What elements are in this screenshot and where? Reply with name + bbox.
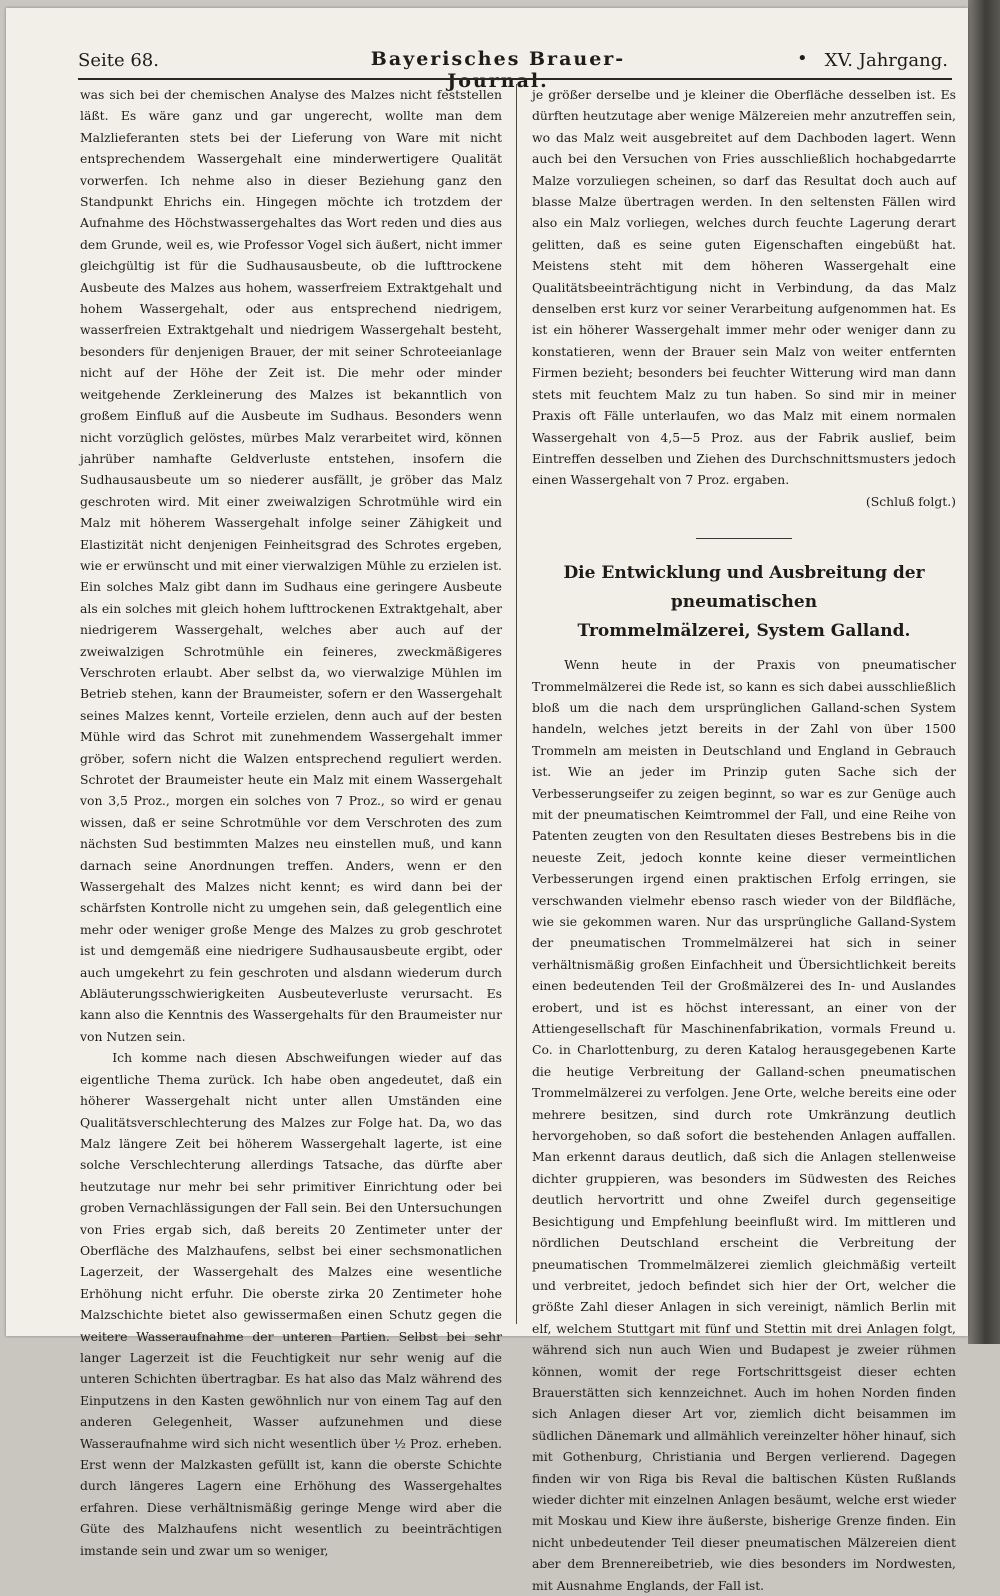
article-title <box>532 559 956 646</box>
page-header <box>78 48 948 92</box>
right-paragraph-2: Wenn heute in der Praxis von pneumatischer Trommelmälzerei die Rede ist, so kann es sich dabei ausschließlich bloß um die nach dem ursprünglichen Galland-schen System handeln, welches jetzt bereits in der Zahl von über 1500 Trommeln am meisten in Deutschland und England in Gebrauch ist. Wie an jeder im Prinzip guten Sache sich der Verbesserungseifer zu zeigen beginnt, so war es zur Genüge auch mit der pneumatischen Keimtrommel der Fall, und eine Reihe von Patenten zeugten von den Resultaten dieses Bestrebens bis in die neueste Zeit, jedoch konnte keine dieser vermeintlichen Verbesserungen irgend einen praktischen Erfolg erringen, sie verschwanden vielmehr ebenso rasch wieder von der Bildfläche, wie sie gekommen waren. Nur das ursprüngliche Galland-System der pneumatischen Trommelmälzerei hat sich in seiner verhältnismäßig großen Einfachheit und Übersichtlichkeit bereits einen bedeutenden Teil der Großmälzerei des In- und Auslandes erobert, und ist es höchst interessant, an einer von der Attiengesellschaft für Maschinenfabrikation, vormals Freund u. Co. in Charlottenburg, zu deren Katalog herausgegebenen Karte die heutige Verbreitung der Galland-schen pneumatischen Trommelmälzerei zu verfolgen. Jene Orte, welche bereits eine oder mehrere besitzen, sind durch rote Umkränzung deutlich hervorgehoben, so daß sofort die bestehenden Anlagen auffallen. Man erkennt daraus deutlich, daß sich die Anlagen stellenweise dichter gruppieren, was besonders im Südwesten des Reiches deutlich hervortritt und ohne Zweifel durch gegenseitige Besichtigung und Empfehlung beeinflußt wird. Im mittleren und nördlichen Deutschland erscheint die Verbreitung der pneumatischen Trommelmälzerei ziemlich gleichmäßig verteilt und verbreitet, jedoch befindet sich hier der Ort, welcher die größte Zahl dieser Anlagen in sich vereinigt, nämlich Berlin mit elf, welchem Stuttgart mit fünf und Stettin mit drei Anlagen folgt, während sich nun auch Wien und Budapest je zweier rühmen können, womit der rege Fortschrittsgeist dieser echten Brauerstätten sich kennzeichnet. Auch im hohen Norden finden sich Anlagen dieser Art vor, ziemlich dicht beisammen im südlichen Dänemark und allmählich vereinzelter höher hinauf, sich mit Gothenburg, Christiania und Bergen verlierend. Dagegen finden wir von Riga bis Reval die baltischen Küsten Rußlands wieder dichter mit einzelnen Anlagen besäumt, welche erst wieder mit Moskau und Kiew ihre äußerste, bisherige Grenze finden. Ein nicht unbedeutender Teil dieser pneumatischen Mälzereien dient aber dem Brennereibetrieb, wie dies besonders im Nordwesten, mit Ausnahme Englands, der Fall ist. <box>532 657 956 1593</box>
header-dot: • <box>797 48 808 69</box>
right-paragraph-1: je größer derselbe und je kleiner die Oberfläche desselben ist. Es dürften heutzutage aber wenige Mälzereien mehr anzutreffen sein, wo das Malz weit ausgebreitet auf dem Dachboden lagert. Wenn auch bei den Versuchen von Fries ausschließlich hochabgedarrte Malze vorzuliegen scheinen, so darf das Resultat doch auch auf blasse Malze übertragen werden. In den seltensten Fällen wird also ein Malz vorliegen, welches durch feuchte Lagerung derart gelitten, daß es seine guten Eigenschaften eingebüßt hat. Meistens steht mit dem höheren Wassergehalt eine Qualitätsbeeinträchtigung nicht in Verbindung, da das Malz denselben erst kurz vor seiner Verarbeitung aufgenommen hat. Es ist ein höherer Wassergehalt immer mehr oder weniger dann zu konstatieren, wenn der Brauer sein Malz von weiter entfernten Firmen bezieht; besonders bei feuchter Witterung wird man dann stets mit feuchtem Malz zu tun haben. So sind mir in meiner Praxis oft Fälle unterlaufen, wo das Malz mit einem normalen Wassergehalt von 4,5—5 Proz. aus der Fabrik auslief, beim Eintreffen desselben und Ziehen des Durchschnittsmusters jedoch einen Wassergehalt von 7 Proz. ergaben. <box>532 87 956 488</box>
article-separator <box>696 538 792 539</box>
journal-title: Bayerisches Brauer-Journal. <box>370 48 626 92</box>
article-title-line-1: Die Entwicklung und Ausbreitung der pneumatischen <box>563 563 925 613</box>
page-number: Seite 68. <box>78 50 159 71</box>
book-binding-edge <box>968 0 1000 1344</box>
left-paragraph-2: Ich komme nach diesen Abschweifungen wieder auf das eigentliche Thema zurück. Ich habe oben angedeutet, daß ein höherer Wassergehalt nicht unter allen Umständen eine Qualitätsverschlechterung des Malzes zur Folge hat. Da, wo das Malz längere Zeit bei höherem Wassergehalt lagerte, ist eine solche Verschlechterung allerdings Tatsache, das dürfte aber heutzutage nur mehr bei sehr primitiver Einrichtung oder bei groben Vernachlässigungen der Fall sein. Bei den Untersuchungen von Fries ergab sich, daß bereits 20 Zentimeter unter der Oberfläche des Malzhaufens, selbst bei einer sechsmonatlichen Lagerzeit, der Wassergehalt des Malzes eine wesentliche Erhöhung nicht erfuhr. Die oberste zirka 20 Zentimeter hohe Malzschichte bietet also gewissermaßen einen Schutz gegen die weitere Wasseraufnahme der unteren Partien. Selbst bei sehr langer Lagerzeit ist die Feuchtigkeit nur sehr wenig auf die unteren Schichten übertragbar. Es hat also das Malz während des Einputzens in den Kasten gewöhnlich nur von einem Tag auf den anderen Gelegenheit, Wasser aufzunehmen und diese Wasseraufnahme wird sich nicht wesentlich über ½ Proz. erheben. Erst wenn der Malzkasten gefüllt ist, kann die oberste Schichte durch längeres Lagern eine Erhöhung des Wassergehaltes erfahren. Diese verhältnismäßig geringe Menge wird aber die Güte des Malzhaufens nicht wesentlich zu beeinträchtigen imstande sein und zwar um so weniger, <box>80 1050 502 1558</box>
column-divider <box>516 84 517 1324</box>
volume-label: XV. Jahrgang. <box>824 50 948 71</box>
left-paragraph-1: was sich bei der chemischen Analyse des Malzes nicht feststellen läßt. Es wäre ganz und gar ungerecht, wollte man dem Malzlieferanten stets bei der Lieferung von Ware mit nicht entsprechendem Wassergehalt eine minderwertigere Qualität vorwerfen. Ich nehme also in dieser Beziehung ganz den Standpunkt Ehrichs ein. Hingegen möchte ich trotzdem der Aufnahme des Höchstwassergehaltes das Wort reden und dies aus dem Grunde, weil es, wie Professor Vogel sich äußert, nicht immer gleichgültig ist für die Sudhausausbeute, ob die lufttrockene Ausbeute des Malzes aus hohem, wasserfreiem Extraktgehalt und hohem Wassergehalt, oder aus entsprechend niedrigem, wasserfreien Extraktgehalt und niedrigem Wassergehalt besteht, besonders für denjenigen Brauer, der mit seiner Schroteeianlage nicht auf der Höhe der Zeit ist. Die mehr oder minder weitgehende Zerkleinerung des Malzes ist bekanntlich von großem Einfluß auf die Ausbeute im Sudhaus. Besonders wenn nicht vorzüglich gelöstes, mürbes Malz verarbeitet wird, können jahrüber namhafte Geldverluste entstehen, insofern die Sudhausausbeute um so niederer ausfällt, je gröber das Malz geschroten wird. Mit einer zweiwalzigen Schrotmühle wird ein Malz mit höherem Wassergehalt infolge seiner Zähigkeit und Elastizität nicht denjenigen Feinheitsgrad des Schrotes ergeben, wie er erwünscht und mit einer vierwalzigen Mühle zu erzielen ist. Ein solches Malz gibt dann im Sudhaus eine geringere Ausbeute als ein solches mit gleich hohem lufttrockenen Extraktgehalt, aber niedrigerem Wassergehalt, welches aber auch auf der zweiwalzigen Schrotmühle ein feineres, zweckmäßigeres Verschroten erlaubt. Aber selbst da, wo vierwalzige Mühlen im Betrieb stehen, kann der Braumeister, sofern er den Wassergehalt seines Malzes kennt, Vorteile erzielen, denn auch auf der besten Mühle wird das Schrot mit zunehmendem Wassergehalt immer gröber, sofern nicht die Walzen entsprechend reguliert werden. Schrotet der Braumeister heute ein Malz mit einem Wassergehalt von 3,5 Proz., morgen ein solches von 7 Proz., so wird er genau wissen, daß er seine Schrotmühle vor dem Verschroten des zum nächsten Sud bestimmten Malzes neu einstellen muß, und kann darnach seine Anordnungen treffen. Anders, wenn er den Wassergehalt des Malzes nicht kennt; es wird dann bei der schärfsten Kontrolle nicht zu umgehen sein, daß gelegentlich eine mehr oder weniger große Menge des Malzes zu grob geschrotet ist und demgemäß eine niedrigere Sudhausausbeute ergibt, oder auch umgekehrt zu fein geschroten und alsdann wiederum durch Abläuterungsschwierigkeiten Ausbeuteverluste verursacht. Es kann also die Kenntnis des Wassergehalts für den Braumeister nur von Nutzen sein. <box>80 87 502 1044</box>
article-title-line-2: Trommelmälzerei, System Galland. <box>577 621 911 642</box>
left-column <box>80 84 502 1561</box>
continued-note: (Schluß folgt.) <box>865 493 956 509</box>
right-column <box>532 84 956 1596</box>
header-rule <box>78 78 952 80</box>
